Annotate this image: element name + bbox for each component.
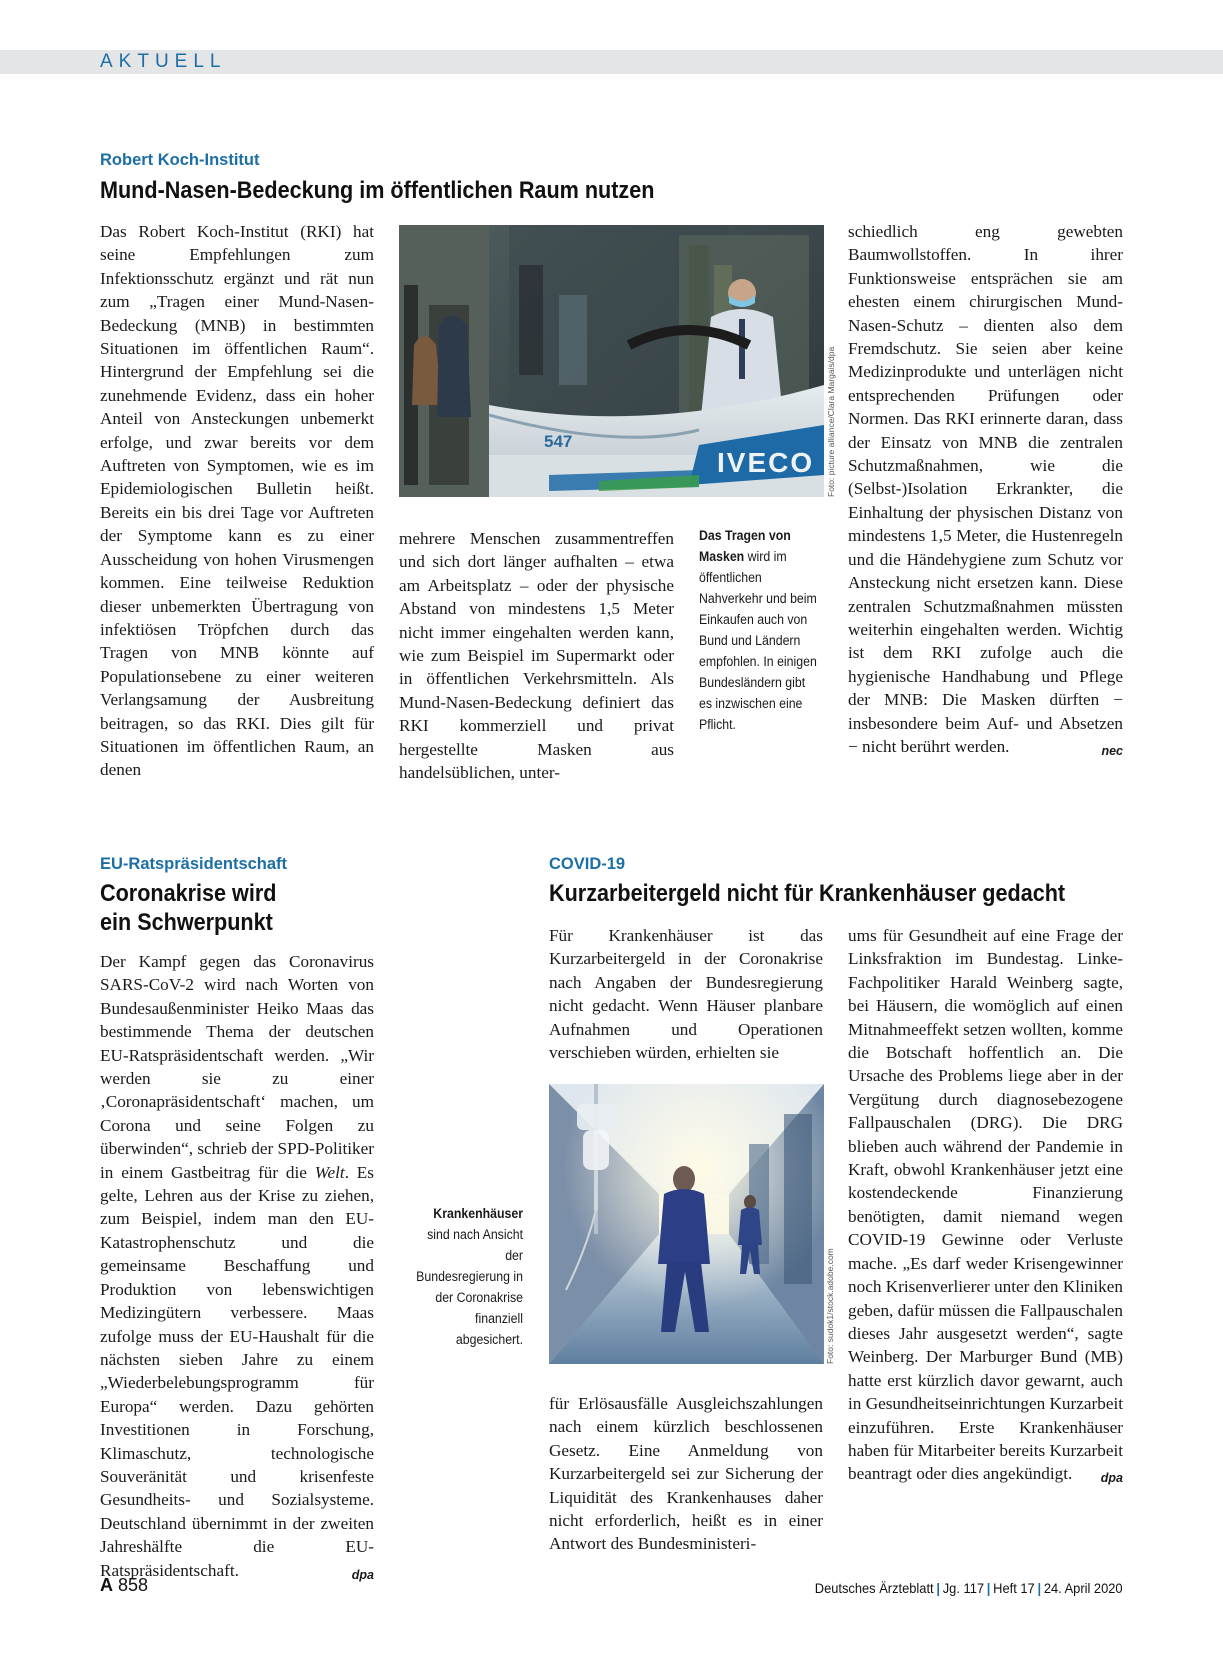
- article3-signature: dpa: [1100, 1471, 1123, 1486]
- bus-number-text: 547: [544, 432, 573, 451]
- article1-signature: nec: [1101, 743, 1123, 758]
- bus-driver-photo: [399, 225, 824, 497]
- article3-caption-bold: Krankenhäuser: [433, 1206, 523, 1221]
- article1-headline: Mund-Nasen-Bedeckung im öffentlichen Raum nutzen: [100, 177, 655, 204]
- article1-caption-text: wird im öffentlichen Nahverkehr und beim Einkaufen auch von Bund und Ländern empfohlen. In einigen Bundesländern gibt es inzwischen eine Pflicht.: [699, 549, 817, 732]
- journal-issue: Heft 17: [993, 1580, 1036, 1596]
- article1-column-1: Das Robert Koch-Institut (RKI) hat seine Empfehlungen zum Infektionsschutz ergänzt und rät nun zum „Tragen einer Mund-Nasen-Bedeckung (MNB) in bestimmten Situationen im öffentlichen Raum“. Hintergrund der Empfehlung sei die zunehmende Evidenz, dass ein hoher Anteil von Ansteckungen unbemerkt erfolge, und zwar bereits vor dem Auftreten von Symptomen, wie es im Epidemiologischen Bulletin heißt. Bereits ein bis drei Tage vor Auftreten der Symptome kann es zu einer Ausscheidung von hohen Virusmengen kommen. Eine teilweise Reduktion dieser unbemerkten Übertragung von infektiösen Tröpfchen durch das Tragen von MNB könnte auf Populationsebene zu einer weiteren Verlangsamung der Ausbreitung beitragen, so das RKI. Dies gilt für Situationen im öffentlichen Raum, an denen: [100, 222, 374, 780]
- section-label: AKTUELL: [100, 51, 227, 72]
- article1-photo-caption: [699, 525, 819, 735]
- article2-headline-line1: Coronakrise wird: [100, 880, 277, 907]
- article3-column-1-top: Für Krankenhäuser ist das Kurzarbeitergeld in der Coronakrise nach Angaben der Bundesregierung nicht gedacht. Wenn Häuser planbare Aufnahmen und Operationen verschieben würden, erhielten sie: [549, 926, 823, 1063]
- article3-column-2: ums für Gesundheit auf eine Frage der Linksfraktion im Bundestag. Linke-Fachpolitiker Harald Weinberg sagte, bei Häusern, die womöglich auf einen Mitnahmeeffekt setzen wollten, komme die Botschaft hoffentlich an. Die Ursache des Problems liege aber in der Vergütung durch diagnosebezogene Fallpauschalen (DRG). Die DRG blieben auch während der Pandemie in Kraft, obwohl Krankenhäuser jetzt eine kostendeckende Finanzierung benötigten, damit niemand wegen COVID-19 Gewinne oder Verluste mache. „Es darf weder Krisengewinner noch Krisenverlierer unter den Kliniken geben, dafür müssen die Fallpauschalen dieses Jahr ausgesetzt werden“, sagte Weinberg. Der Marburger Bund (MB) hatte erst kürzlich davor gewarnt, auch in Gesundheitseinrichtungen Kurzarbeit einzuführen. Erste Krankenhäuser haben für Mitarbeiter bereits Kurzarbeit beantragt oder dies angekündigt. dpa: [848, 924, 1123, 1562]
- article3-column-1-bottom: für Erlösausfälle Ausgleichszahlungen nach einem kürzlich beschlossenen Gesetz. Eine Anmeldung von Kurzarbeitergeld sei zur Sicherung der Liquidität des Krankenhauses daher nicht erforderlich, heißt es in einer Antwort des Bundesministeri-: [549, 1394, 823, 1554]
- article2-signature: dpa: [351, 1567, 374, 1582]
- journal-name: Deutsches Ärzteblatt: [815, 1580, 935, 1596]
- article3-photo-caption: [413, 1203, 523, 1350]
- hospital-corridor-photo: [549, 1084, 824, 1364]
- journal-volume: Jg. 117: [943, 1580, 985, 1596]
- article2-kicker: EU-Ratspräsidentschaft: [100, 855, 288, 873]
- article1-column-2: mehrere Menschen zusammentreffen und sich dort länger aufhalten – etwa am Arbeitsplatz – oder der physische Abstand von mindestens 1,5 Meter nicht immer eingehalten werden kann, wie zum Beispiel im Supermarkt oder in öffentlichen Verkehrsmitteln. Als Mund-Nasen-Bedeckung definiert das RKI kommerziell und privat hergestellte Masken aus handelsüblichen, unter-: [399, 529, 674, 783]
- article3-headline: Kurzarbeitergeld nicht für Krankenhäuser gedacht: [549, 880, 1066, 907]
- article2-headline-line2: ein Schwerpunkt: [100, 909, 273, 936]
- article1-caption-bold: Das Tragen von Masken: [699, 528, 791, 564]
- bus-brand-text: IVECO: [717, 447, 815, 478]
- article3-kicker: COVID-19: [549, 855, 626, 873]
- journal-date: 24. April 2020: [1044, 1580, 1123, 1596]
- article1-kicker: Robert Koch-Institut: [100, 151, 260, 169]
- journal-reference: Deutsches Ärzteblatt | Jg. 117 | Heft 17 | 24. April 2020: [815, 1580, 1123, 1596]
- article3-photo-credit: Foto: sudok1/stock.adobe.com: [825, 1248, 835, 1364]
- article2-body: Der Kampf gegen das Coronavirus SARS-CoV-2 wird nach Worten von Bundesaußenminister Heiko Maas das bestimmende Thema der deutschen EU-Ratspräsidentschaft werden. „Wir werden sie zu einer ‚Coronapräsidentschaft‘ machen, um Corona und seine Folgen zu überwinden“, schrieb der SPD-Politiker in einem Gastbeitrag für die Welt. Es gelte, Lehren aus der Krise zu ziehen, zum Beispiel, indem man den EU-Katastrophenschutz und die gemeinsame Beschaffung und Produktion von lebenswichtigen Medizingütern verbessere. Maas zufolge muss der EU-Haushalt für die nächsten sieben Jahre zu einem „Wiederbelebungsprogramm für Europa“ werden. Dazu gehörten Investitionen in Forschung, Klimaschutz, technologische Souveränität und krisenfeste Gesundheits- und Sozialsysteme. Deutschland übernimmt in der zweiten Jahreshälfte die EU-Ratspräsidentschaft. dpa: [100, 950, 374, 1562]
- welt-newspaper-name: Welt: [314, 1162, 345, 1182]
- article1-column-3: schiedlich eng gewebten Baumwollstoffen. In ihrer Funktionsweise entsprächen sie am ehesten einem chirurgischen Mund-Nasen-Schutz – dienten also dem Fremdschutz. Sie seien aber keine Medizinprodukte und unterlägen nicht entsprechenden Prüfungen oder Normen. Das RKI erinnerte daran, dass der Einsatz von MNB die zentralen Schutzmaßnahmen, wie die (Selbst-)Isolation Erkrankter, die Einhaltung der physischen Distanz von mindestens 1,5 Meter, die Hustenregeln und die Händehygiene zum Schutz vor Ansteckung nicht ersetzen kann. Diese zentralen Schutzmaßnahmen müssten weiterhin eingehalten werden. Wichtig ist dem RKI zufolge auch die hygienische Handhabung und Pflege der MNB: Die Masken dürften − insbesondere beim Auf- und Absetzen − nicht berührt werden. nec: [848, 220, 1123, 785]
- article3-caption-text: sind nach Ansicht der Bundesregierung in der Coronakrise finanziell abgesichert.: [416, 1227, 523, 1347]
- article1-photo-credit: Foto: picture alliance/Clara Margais/dpa: [826, 346, 836, 497]
- page-number: A 858: [100, 1575, 149, 1595]
